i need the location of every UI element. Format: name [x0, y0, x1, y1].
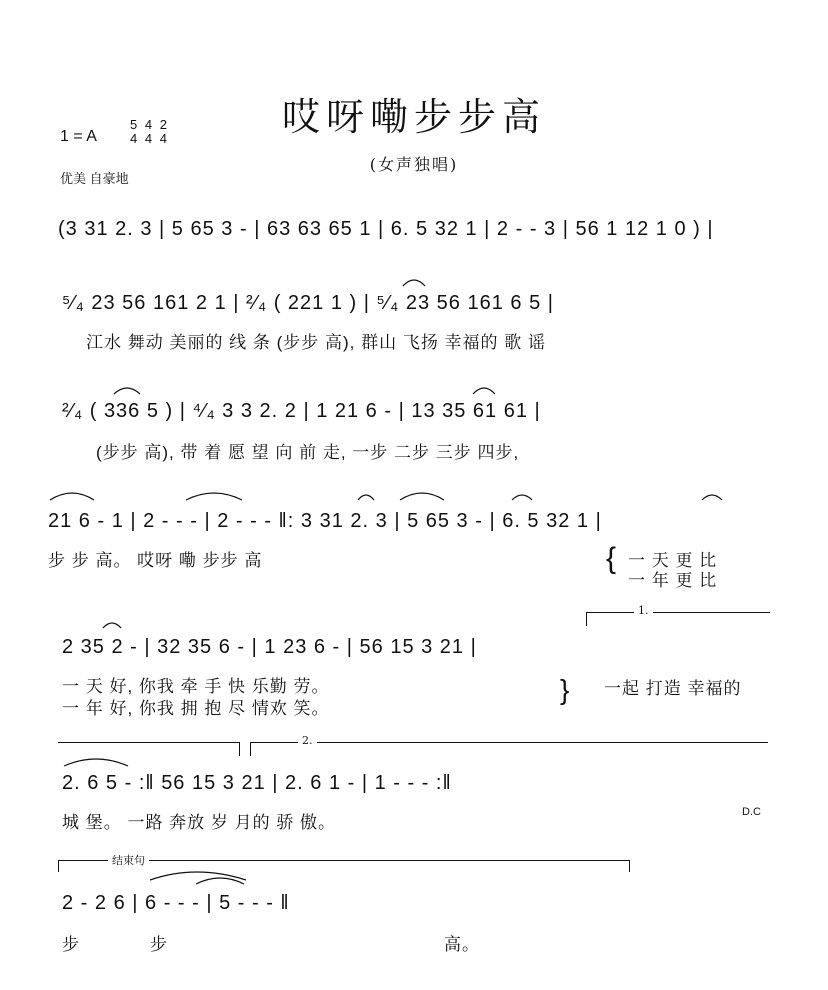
notation-line-2: ⁵⁄₄ 23 56 161 2 1 | ²⁄₄ ( 221 1 ) | ⁵⁄₄ 23 56 161 6 5 |	[62, 292, 554, 314]
lyrics-line-7-a: 步	[62, 935, 80, 954]
lyrics-line-7-c: 高。	[444, 935, 480, 954]
notation-line-7: 2 - 2 6 | 6 - - - | 5 - - - ‖	[62, 892, 290, 914]
ending-1-label: 1.	[634, 604, 653, 617]
slur	[473, 388, 495, 394]
slur	[702, 495, 722, 500]
ending-2-label: 2.	[298, 734, 317, 747]
tempo-marking: 优美 自豪地	[60, 171, 129, 186]
slur	[403, 280, 425, 286]
coda-label: 结束句	[108, 852, 149, 868]
lyrics-line-3: (步步 高), 带 着 愿 望 向 前 走, 一步 二步 三步 四步,	[96, 443, 520, 462]
verse-brace: {	[606, 542, 617, 575]
notation-line-intro: (3 31 2. 3 | 5 65 3 - | 63 63 65 1 | 6. 5 32 1 | 2 - - 3 | 56 1 12 1 0 ) |	[58, 218, 714, 240]
slur	[512, 495, 532, 500]
time-signature: 5 4	[130, 117, 138, 146]
notation-line-3: ²⁄₄ ( 336 5 ) | ⁴⁄₄ 3 3 2. 2 | 1 21 6 - | 13 35 61 61 |	[62, 400, 541, 422]
lyrics-line-4-verse-1: 一 天 更 比	[628, 551, 718, 570]
lyrics-line-5-verse-1: 一 天 好, 你我 牵 手 快 乐勤 劳。	[62, 677, 330, 696]
lyrics-line-4: 步 步 高。 哎呀 嘞 步步 高	[48, 551, 263, 570]
time-signature: 4 4	[144, 117, 153, 146]
slur	[103, 623, 121, 628]
slur	[114, 388, 140, 394]
lyrics-line-5-verse-2: 一 年 好, 你我 拥 抱 尽 情欢 笑。	[62, 699, 330, 718]
notation-line-4: 21 6 - 1 | 2 - - - | 2 - - - ‖: 3 31 2. 3 | 5 65 3 - | 6. 5 32 1 |	[48, 510, 602, 532]
lyrics-line-6: 城 堡。 一路 奔放 岁 月的 骄 傲。	[62, 813, 337, 832]
lyrics-line-5-shared: 一起 打造 幸福的	[604, 679, 742, 698]
slur	[64, 759, 128, 766]
song-subtitle: (女声独唱)	[369, 155, 459, 174]
notation-line-5: 2 35 2 - | 32 35 6 - | 1 23 6 - | 56 15 3 21 |	[62, 636, 477, 658]
lyrics-line-4-verse-2: 一 年 更 比	[628, 571, 718, 590]
verse-brace-close: }	[560, 674, 570, 705]
slur	[400, 493, 444, 500]
slur	[50, 493, 94, 500]
time-signature: 2 4	[159, 117, 167, 146]
lyrics-line-2: 江水 舞动 美丽的 线 条 (步步 高), 群山 飞扬 幸福的 歌 谣	[86, 333, 546, 352]
slur	[196, 878, 244, 884]
key-signature: 1 = A	[60, 128, 97, 145]
lyrics-line-7-b: 步	[150, 935, 168, 954]
slur	[186, 493, 242, 500]
slur	[358, 495, 374, 500]
song-title: 哎呀嘞步步高	[281, 95, 546, 139]
notation-line-6: 2. 6 5 - :‖ 56 15 3 21 | 2. 6 1 - | 1 - - - :‖	[62, 772, 452, 794]
da-capo-mark: D.C	[742, 806, 761, 818]
